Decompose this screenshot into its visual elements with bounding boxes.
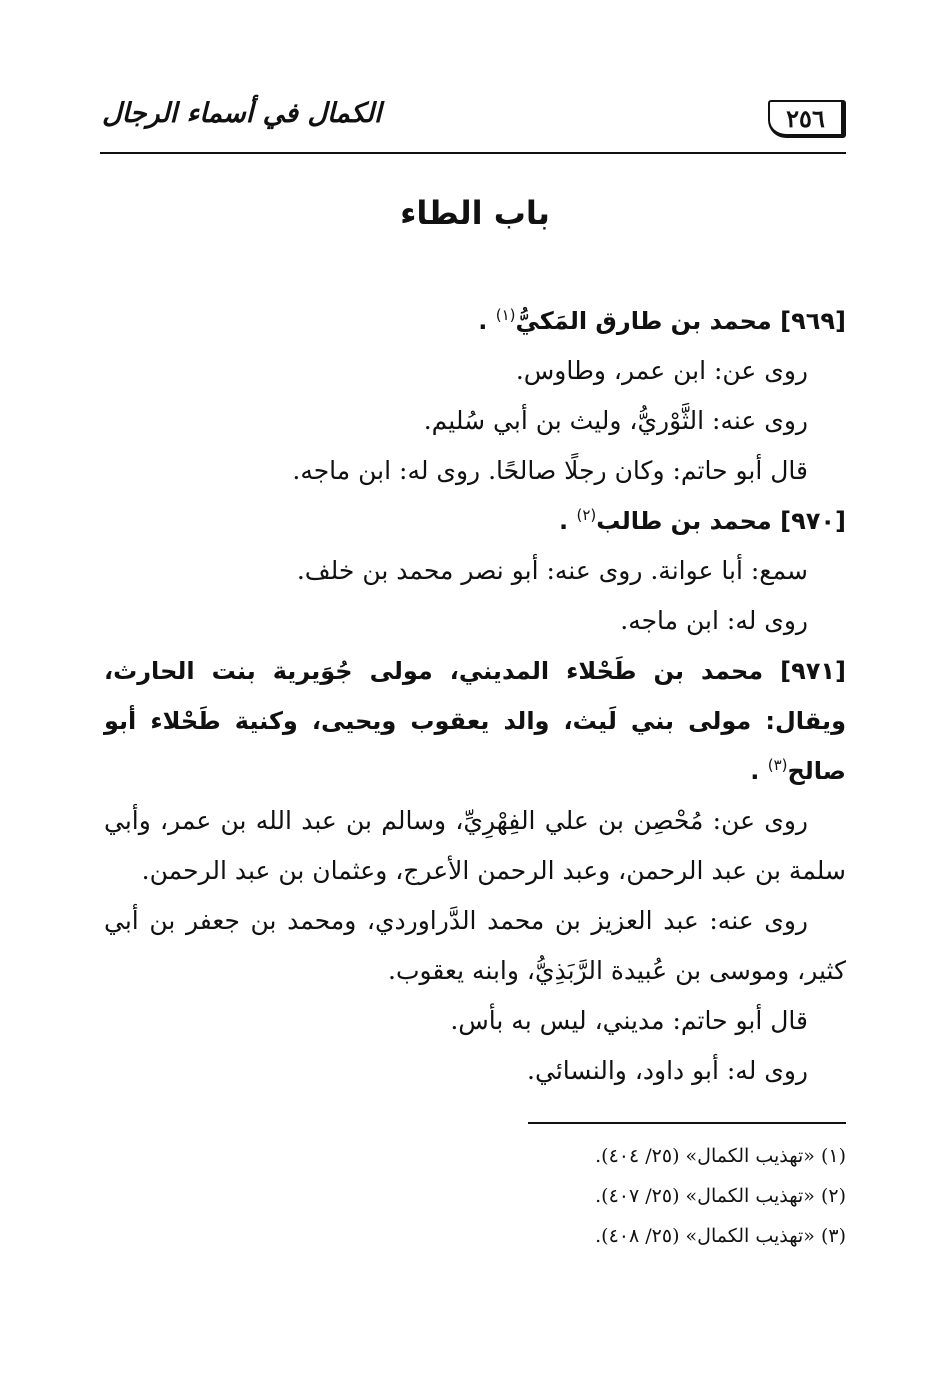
entry-paragraph: روى له: أبو داود، والنسائي. — [527, 1056, 808, 1085]
chapter-title: باب الطاء — [400, 194, 550, 232]
entry-line: روى عن: ابن عمر، وطاوس. — [515, 356, 808, 385]
footnote-ref: (٢) — [576, 506, 597, 524]
footnote-ref: (٣) — [767, 756, 788, 774]
entry-line: روى عنه: الثَّوْريُّ، وليث بن أبي سُليم. — [423, 406, 808, 435]
entry-line: قال أبو حاتم: وكان رجلًا صالحًا. روى له: ابن ماجه. — [292, 456, 808, 485]
running-title: الكمال في أسماء الرجال — [102, 98, 382, 129]
header-rule — [100, 152, 846, 154]
footnote: (٣) «تهذيب الكمال» (٢٥/ ٤٠٨). — [595, 1225, 846, 1247]
footnotes — [104, 1136, 846, 1256]
entry-line: روى له: ابن ماجه. — [620, 606, 808, 635]
page-body — [104, 296, 846, 1096]
entry-heading: [٩٧٠] محمد بن طالب$^{(٢)}$ . — [559, 506, 846, 535]
entry-paragraph: قال أبو حاتم: مديني، ليس به بأس. — [450, 1006, 808, 1035]
footnote: (١) «تهذيب الكمال» (٢٥/ ٤٠٤). — [595, 1145, 846, 1167]
footnote: (٢) «تهذيب الكمال» (٢٥/ ٤٠٧). — [595, 1185, 846, 1207]
page-header — [100, 92, 846, 154]
entry-heading: [٩٧١] محمد بن طَحْلاء المديني، مولى جُوَيرية بنت الحارث، ويقال: مولى بني لَيث، والد يعقوب ويحيى، وكنية طَحْلاء أبو صالح$^{(٣)}$ . — [104, 657, 846, 785]
page-number: ٢٥٦ — [768, 100, 846, 138]
entry-paragraph: روى عن: مُحْصِن بن علي الفِهْرِيِّ، وسالم بن عبد الله بن عمر، وأبي سلمة بن عبد الرحمن، وعبد الرحمن الأعرج، وعثمان بن عبد الرحمن. — [104, 806, 846, 885]
footnote-rule — [528, 1122, 846, 1124]
footnote-ref: (١) — [495, 306, 516, 324]
entry-line: سمع: أبا عوانة. روى عنه: أبو نصر محمد بن خلف. — [296, 556, 808, 585]
entry-paragraph: روى عنه: عبد العزيز بن محمد الدَّراوردي، ومحمد بن جعفر بن أبي كثير، وموسى بن عُبيدة الرَّبَذِيُّ، وابنه يعقوب. — [104, 906, 846, 985]
entry-heading: [٩٦٩] محمد بن طارق المَكيُّ$^{(١)}$ . — [478, 306, 846, 335]
